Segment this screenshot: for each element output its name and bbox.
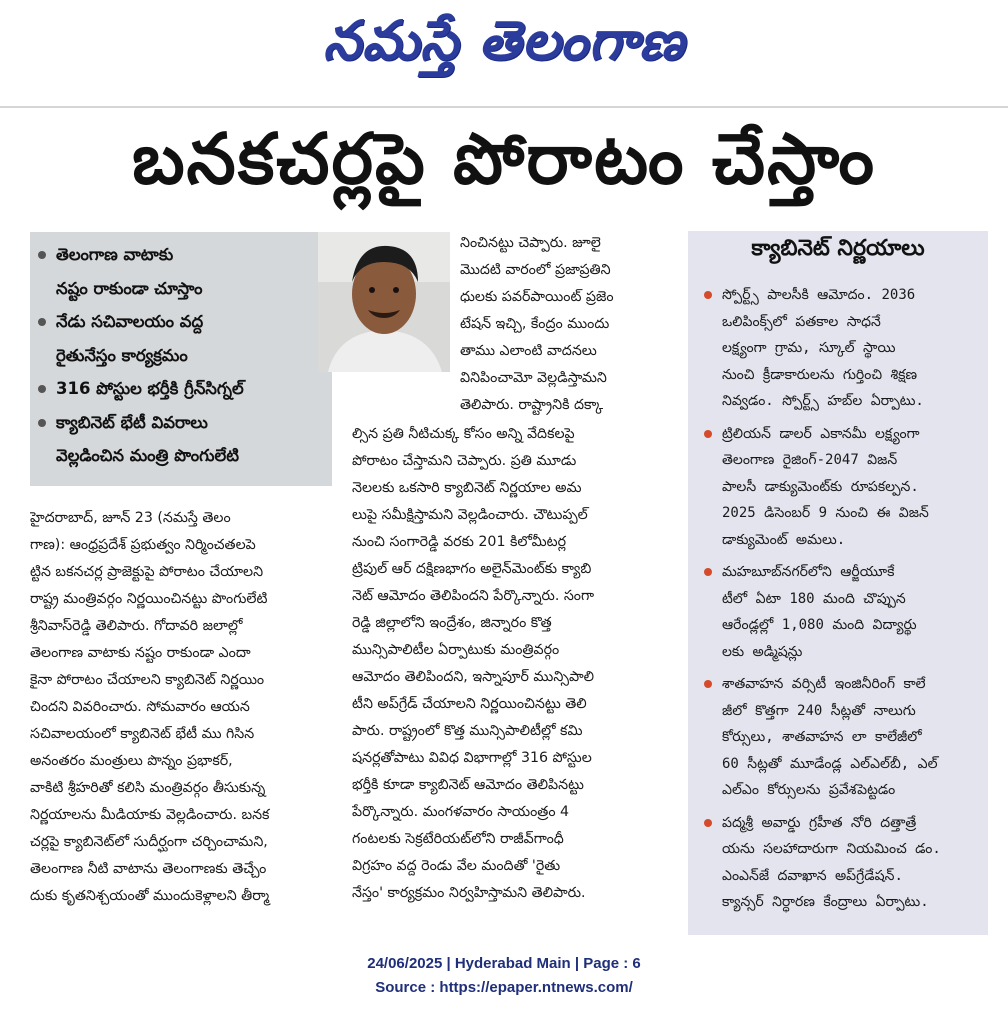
cabinet-decision-line: జీలో కొత్తగా 240 సీట్లతో నాలుగు bbox=[722, 702, 916, 719]
masthead-logo: నమస్తే తెలంగాణ bbox=[323, 8, 685, 72]
minister-photo bbox=[318, 232, 450, 372]
cabinet-decision-line: ఎల్ఎం కోర్సులను ప్రవేశపెట్టడం bbox=[722, 782, 896, 798]
article-line: షనర్లతోపాటు వివిధ విభాగాల్లో 316 పోస్టుల bbox=[352, 750, 592, 766]
article-line: తెలిపారు. రాష్ట్రానికి దక్కా bbox=[460, 397, 604, 413]
article-column-2 bbox=[352, 421, 670, 907]
article-line: వినిపించామో వెల్లడిస్తామని bbox=[460, 370, 607, 386]
article-line: రాష్ట్ర మంత్రివర్గం నిర్ణయించినట్టు పొంగులేటి bbox=[30, 591, 268, 607]
article-line: మున్సిపాలిటీల ఏర్పాటుకు మంత్రివర్గం bbox=[352, 642, 560, 658]
article-line: తాము ఎలాంటి వాదనలు bbox=[460, 343, 597, 359]
headline-text: బనకచర్లపై పోరాటం చేస్తాం bbox=[132, 117, 876, 200]
cabinet-decision-item bbox=[702, 671, 980, 804]
cabinet-decision-line: శాతవాహన వర్సిటీ ఇంజినీరింగ్ కాలే bbox=[722, 676, 926, 692]
footer-source: Source : https://epaper.ntnews.com/ bbox=[375, 979, 633, 996]
article-line: పేర్కొన్నారు. మంగళవారం సాయంత్రం 4 bbox=[352, 804, 570, 820]
article-line: లుపై సమీక్షిస్తామని వెల్లడించారు. చౌటుప్పల్ bbox=[352, 507, 588, 523]
article-column-1 bbox=[30, 505, 334, 910]
article-line: తెలంగాణ నీటి వాటాను తెలంగాణకు తెచ్చేం bbox=[30, 861, 267, 877]
article-line: గాణ): ఆంధ్రప్రదేశ్ ప్రభుత్వం నిర్మించతలపె bbox=[30, 537, 256, 553]
highlight-item bbox=[30, 406, 320, 440]
cabinet-decision-line: పద్మశ్రీ అవార్డు గ్రహీత నోరి దత్తాత్రే bbox=[722, 814, 917, 831]
headline bbox=[0, 112, 1008, 222]
bullet-icon bbox=[704, 568, 712, 576]
article-line: ఆమోదం తెలిపిందని, ఇస్నాపూర్ మున్సిపాలి bbox=[352, 669, 595, 685]
article-line: రెడ్డి జిల్లాలోని ఇంద్రేశం, జిన్నారం కొత్త bbox=[352, 615, 552, 631]
cabinet-decision-line: 60 సీట్లతో మూడేండ్ల ఎల్ఎల్‌బీ, ఎల్ bbox=[722, 755, 938, 772]
article-line: నుంచి సంగారెడ్డి వరకు 201 కిలోమీటర్ల bbox=[352, 534, 567, 550]
article-line: నించినట్టు చెప్పారు. జూలై bbox=[460, 235, 601, 251]
article-line: టీని అప్‌గ్రేడ్ చేయాలని నిర్ణయించినట్టు తెలి bbox=[352, 696, 587, 712]
cabinet-decision-line: టీలో ఏటా 180 మంది చొప్పున bbox=[722, 590, 906, 607]
cabinet-title: క్యాబినెట్ నిర్ణయాలు bbox=[751, 236, 925, 261]
article-line: అనంతరం మంత్రులు పొన్నం ప్రభాకర్, bbox=[30, 753, 233, 769]
article-line: టేషన్ ఇచ్చి, కేంద్రం ముందు bbox=[460, 316, 610, 332]
highlight-text: తెలంగాణ వాటాకు bbox=[56, 245, 174, 264]
cabinet-decision-item bbox=[702, 282, 980, 415]
highlight-item bbox=[30, 238, 320, 272]
cabinet-decision-line: యను సలహాదారుగా నియమించ డం. bbox=[722, 841, 941, 857]
article-column-2-top bbox=[460, 230, 670, 419]
highlights-list bbox=[30, 238, 320, 473]
cabinet-decision-line: కోర్సులు, శాతవాహన లా కాలేజీలో bbox=[722, 729, 922, 745]
article-line: మొదటి వారంలో ప్రజాప్రతిని bbox=[460, 262, 611, 278]
footer bbox=[0, 952, 1008, 1000]
cabinet-decision-item bbox=[702, 810, 980, 916]
cabinet-decision-line: లకు అడ్మిషన్లు bbox=[722, 643, 803, 660]
highlight-text: నష్టం రాకుండా చూస్తాం bbox=[56, 278, 203, 298]
cabinet-decision-line: లక్ష్యంగా గ్రామ, స్కూల్ స్థాయి bbox=[722, 340, 896, 356]
cabinet-decision-line: ఎంఎన్‌జే దవాఖాన అప్‌గ్రేడేషన్. bbox=[722, 867, 903, 884]
bullet-icon bbox=[704, 680, 712, 688]
article-line: ట్రిపుల్ ఆర్ దక్షిణభాగం అలైన్‌మెంట్‌కు క్యాబి bbox=[352, 561, 592, 577]
cabinet-decision-line: ఒలిపింక్స్‌లో పతకాల సాధనే bbox=[722, 313, 881, 330]
article-line: శ్రీనివాస్‌రెడ్డి తెలిపారు. గోదావరి జలాల్లో bbox=[30, 618, 243, 634]
cabinet-decision-line: నివ్వడం. స్పోర్ట్స్ హబ్‌ల ఏర్పాటు. bbox=[722, 393, 924, 409]
cabinet-decision-line: స్పోర్ట్స్ పాలసీకి ఆమోదం. 2036 bbox=[722, 287, 916, 303]
highlight-text: క్యాబినెట్ భేటీ వివరాలు bbox=[56, 412, 208, 432]
cabinet-decision-item bbox=[702, 559, 980, 665]
bullet-icon bbox=[38, 318, 46, 326]
highlight-text: వెల్లడించిన మంత్రి పొంగులేటి bbox=[56, 446, 239, 465]
article-line: నిర్ణయాలను మీడియాకు వెల్లడించారు. బనక bbox=[30, 807, 270, 823]
article-line: కైనా పోరాటం చేయాలని క్యాబినెట్ నిర్ణయిం bbox=[30, 672, 265, 688]
footer-edition: 24/06/2025 | Hyderabad Main | Page : 6 bbox=[367, 955, 641, 972]
highlight-text: రైతునేస్తం కార్యక్రమం bbox=[56, 345, 188, 365]
cabinet-decision-line: పాలసీ డాక్యుమెంట్‌కు రూపకల్పన. bbox=[722, 478, 919, 495]
masthead-rule bbox=[0, 106, 1008, 108]
article-line: దుకు కృతనిశ్చయంతో ముందుకెళ్లాలని తీర్మా bbox=[30, 888, 270, 904]
article-line: చిందని వివరించారు. సోమవారం ఆయన bbox=[30, 699, 250, 715]
article-line: హైదరాబాద్, జూన్ 23 (నమస్తే తెలం bbox=[30, 510, 231, 526]
cabinet-decision-line: 2025 డిసెంబర్ 9 నుంచి ఈ విజన్ bbox=[722, 505, 929, 521]
highlight-item-continued bbox=[30, 439, 320, 473]
bullet-icon bbox=[38, 251, 46, 259]
cabinet-decision-item bbox=[702, 421, 980, 554]
article-line: వాకిటి శ్రీహరితో కలిసి మంత్రివర్గం తీసుకున్న bbox=[30, 780, 266, 796]
highlight-text: 316 పోస్టుల భర్తీకి గ్రీన్‌సిగ్నల్ bbox=[56, 379, 244, 398]
bullet-icon bbox=[38, 385, 46, 393]
cabinet-decision-line: క్యాన్సర్ నిర్ధారణ కేంద్రాలు ఏర్పాటు. bbox=[722, 894, 929, 910]
cabinet-decisions-list bbox=[702, 282, 980, 922]
article-line: చర్లపై క్యాబినెట్‌లో సుదీర్ఘంగా చర్చించామని, bbox=[30, 834, 268, 850]
article-line: ల్సిన ప్రతి నీటిచుక్క కోసం అన్ని వేదికలపై bbox=[352, 426, 575, 442]
article-line: నేస్తం' కార్యక్రమం నిర్వహిస్తామని తెలిపారు. bbox=[352, 885, 586, 901]
highlight-item-continued bbox=[30, 272, 320, 306]
cabinet-decision-line: తెలంగాణ రైజింగ్-2047 విజన్ bbox=[722, 452, 898, 468]
article-line: నెట్ ఆమోదం తెలిపిందని పేర్కొన్నారు. సంగా bbox=[352, 588, 595, 604]
highlight-item bbox=[30, 305, 320, 339]
article-line: గంటలకు సెక్రటేరియట్‌లోని రాజీవ్‌గాంధీ bbox=[352, 831, 564, 847]
cabinet-decision-line: నుంచి క్రీడాకారులను గుర్తించి శిక్షణ bbox=[722, 366, 918, 383]
article-line: ట్టిన బకనచర్ల ప్రాజెక్టుపై పోరాటం చేయాలని bbox=[30, 564, 264, 580]
article-line: పోరాటం చేస్తామని చెప్పారు. ప్రతి మూడు bbox=[352, 453, 577, 469]
article-line: పారు. రాష్ట్రంలో కొత్త మున్సిపాలిటీల్లో కమి bbox=[352, 723, 583, 739]
bullet-icon bbox=[704, 430, 712, 438]
bullet-icon bbox=[38, 419, 46, 427]
article-line: నెలలకు ఒకసారి క్యాబినెట్ నిర్ణయాల అమ bbox=[352, 480, 582, 496]
highlight-item bbox=[30, 372, 320, 406]
bullet-icon bbox=[704, 291, 712, 299]
cabinet-decision-line: ఆరేండ్లల్లో 1,080 మంది విద్యార్థు bbox=[722, 617, 917, 633]
article-line: ధులకు పవర్‌పాయింట్ ప్రజెం bbox=[460, 289, 614, 305]
highlight-item-continued bbox=[30, 339, 320, 373]
article-line: భర్తీకి కూడా క్యాబినెట్ ఆమోదం తెలిపినట్టు bbox=[352, 777, 584, 793]
cabinet-decision-line: మహబూబ్‌నగర్‌లోని ఆర్జీయూకే bbox=[722, 564, 895, 580]
masthead bbox=[0, 4, 1008, 90]
highlight-text: నేడు సచివాలయం వద్ద bbox=[56, 312, 204, 331]
article-line: సచివాలయంలో క్యాబినెట్ భేటీ ము గిసిన bbox=[30, 726, 255, 742]
highlights bbox=[30, 238, 320, 473]
cabinet-decision-line: ట్రిలియన్ డాలర్ ఎకానమీ లక్ష్యంగా bbox=[722, 425, 920, 442]
portrait-image bbox=[318, 232, 450, 372]
article-line: విగ్రహం వద్ద రెండు వేల మందితో 'రైతు bbox=[352, 858, 561, 874]
bullet-icon bbox=[704, 819, 712, 827]
cabinet-decision-line: డాక్యుమెంట్ అమలు. bbox=[722, 531, 846, 548]
article-line: తెలంగాణ వాటాకు నష్టం రాకుండా ఎందా bbox=[30, 645, 251, 661]
